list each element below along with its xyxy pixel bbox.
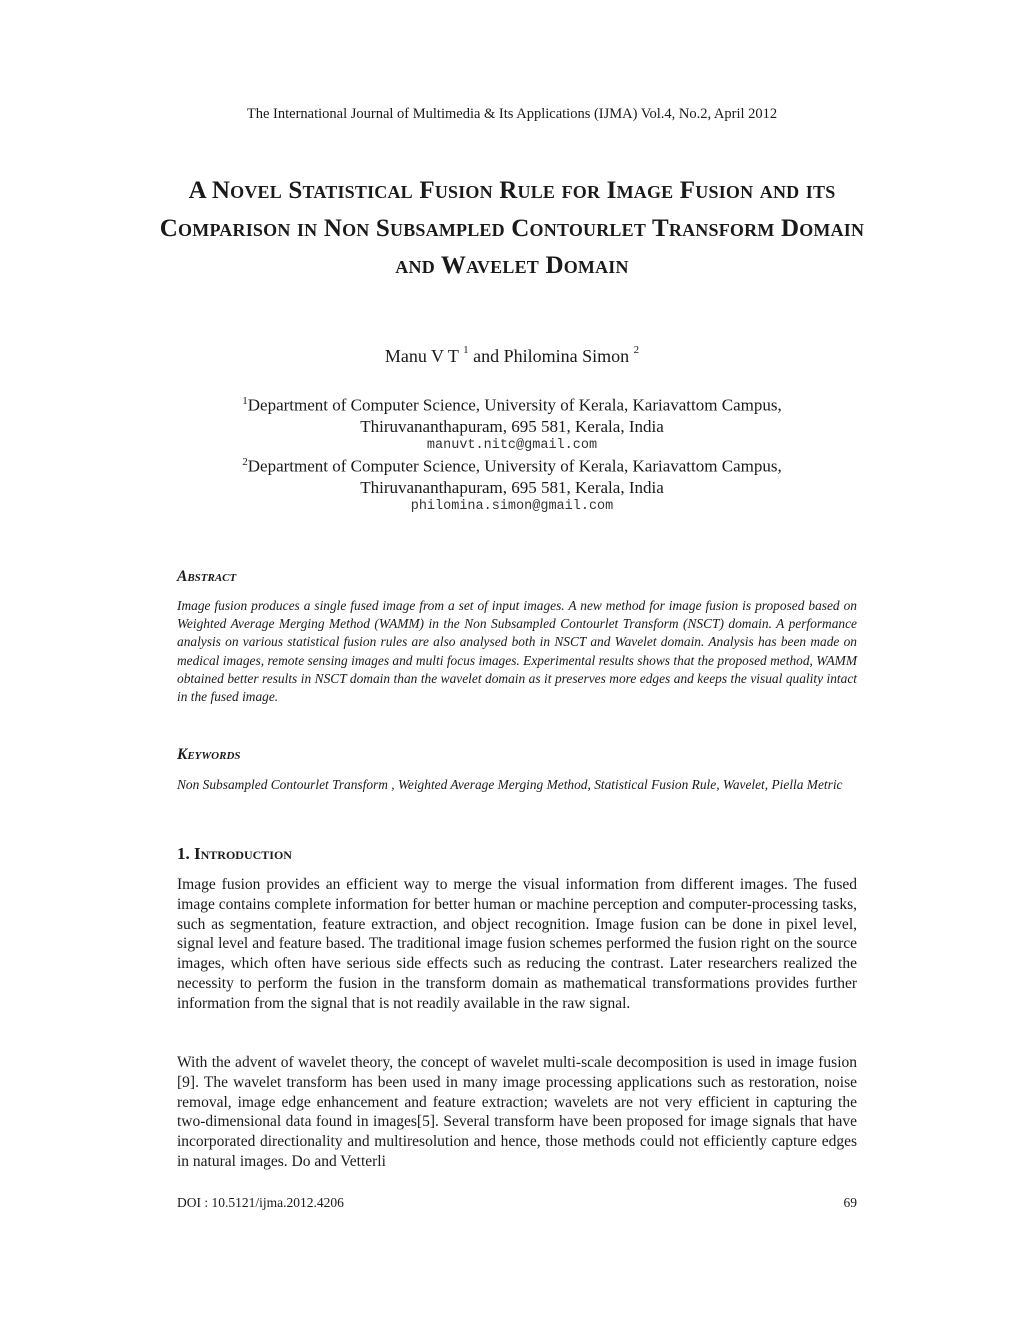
affiliation-1-line2: Thiruvananthapuram, 695 581, Kerala, India bbox=[360, 416, 664, 436]
affiliation-2-marker: 2 bbox=[242, 456, 248, 468]
affiliation-2-line1: Department of Computer Science, University of Kerala, Kariavattom Campus, bbox=[247, 456, 782, 476]
introduction-heading: 1. Introduction bbox=[177, 844, 292, 863]
page-number: 69 bbox=[843, 1195, 857, 1210]
affiliation-1-email[interactable]: manuvt.nitc@gmail.com bbox=[426, 437, 598, 453]
affiliation-1 bbox=[0, 391, 1024, 455]
author-2-affil-marker: 2 bbox=[633, 344, 640, 356]
author-2: Philomina Simon bbox=[503, 346, 630, 366]
journal-header: The International Journal of Multimedia & Its Applications (IJMA) Vol.4, No.2, April 2012 bbox=[246, 106, 778, 122]
abstract-heading: Abstract bbox=[177, 568, 237, 585]
paper-title: A Novel Statistical Fusion Rule for Image Fusion and its Comparison in Non Subsampled Contourlet Transform Domain and Wavelet Domain bbox=[159, 177, 865, 279]
abstract-text: Image fusion produces a single fused image from a set of input images. A new method for image fusion is proposed based on Weighted Average Merging Method (WAMM) in the Non Subsampled Contourlet Transform (NSCT) domain. A performance analysis on various statistical fusion rules are also analysed both in NSCT and Wavelet domain. Analysis has been made on medical images, remote sensing images and multi focus images. Experimental results shows that the proposed method, WAMM obtained better results in NSCT domain than the wavelet domain as it preserves more edges and keeps the visual quality intact in the fused image. bbox=[177, 598, 857, 705]
affiliation-2 bbox=[0, 452, 1024, 516]
affiliation-1-marker: 1 bbox=[242, 395, 248, 407]
author-1-affil-marker: 1 bbox=[463, 344, 469, 356]
introduction-paragraph-1: Image fusion provides an efficient way to merge the visual information from different images. The fused image contains complete information for better human or machine perception and computer-processing tasks, such as segmentation, feature extraction, and object recognition. Image fusion can be done in pixel level, signal level and feature based. The traditional image fusion schemes performed the fusion right on the source images, which often have serious side effects such as reducing the contrast. Later researchers realized the necessity to perform the fusion in the transform domain as mathematical transformations provides further information from the signal that is not readily available in the raw signal. bbox=[177, 876, 857, 1012]
keywords-text: Non Subsampled Contourlet Transform , Weighted Average Merging Method, Statistical Fusion Rule, Wavelet, Piella Metric bbox=[177, 777, 843, 792]
keywords-heading: Keywords bbox=[177, 746, 241, 763]
affiliation-2-email[interactable]: philomina.simon@gmail.com bbox=[410, 498, 614, 514]
author-1: Manu V T bbox=[384, 346, 459, 366]
affiliation-2-line2: Thiruvananthapuram, 695 581, Kerala, India bbox=[360, 477, 664, 497]
affiliation-1-line1: Department of Computer Science, University of Kerala, Kariavattom Campus, bbox=[247, 395, 782, 415]
author-conjunction: and bbox=[473, 346, 500, 366]
author-line bbox=[0, 344, 1024, 367]
introduction-paragraph-2: With the advent of wavelet theory, the concept of wavelet multi-scale decomposition is used in image fusion [9]. The wavelet transform has been used in many image processing applications such as restoration, noise removal, image edge enhancement and feature extraction; wavelets are not very efficient in capturing the two-dimensional data found in images[5]. Several transform have been proposed for image signals that have incorporated directionality and multiresolution and hence, those methods could not efficiently capture edges in natural images. Do and Vetterli bbox=[177, 1054, 857, 1170]
doi-footer: DOI : 10.5121/ijma.2012.4206 bbox=[177, 1195, 344, 1210]
